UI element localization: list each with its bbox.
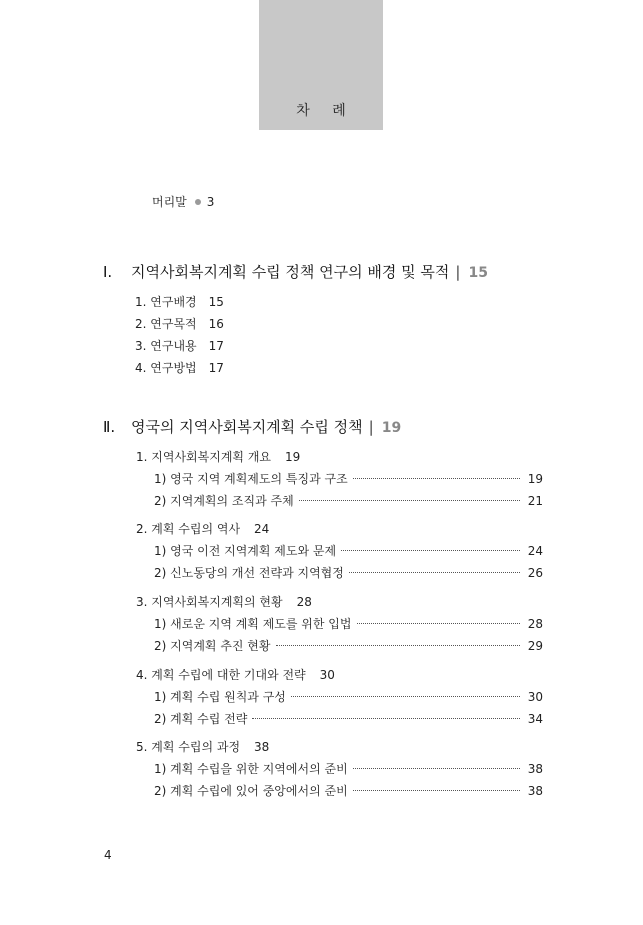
entry-page: 24 (527, 544, 543, 558)
entry-page: 15 (208, 295, 224, 309)
chapter-number: Ⅱ. (103, 418, 116, 436)
entry-label: 2) 신노동당의 개선 전략과 지역협정 (154, 566, 344, 580)
entry-page: 28 (296, 595, 312, 609)
chapter-2-heading[interactable] (103, 416, 401, 437)
section-2-4 (136, 664, 543, 730)
entry-label: 1. 지역사회복지계획 개요 (136, 450, 271, 464)
preface-label: 머리말 (152, 195, 187, 209)
entry-label: 2) 지역계획 추진 현황 (154, 639, 271, 653)
entry-label: 2) 지역계획의 조직과 주체 (154, 494, 294, 508)
toc-entry[interactable] (136, 664, 543, 686)
entry-page: 24 (254, 522, 270, 536)
chapter-page: 19 (381, 420, 402, 436)
entry-page: 30 (527, 690, 543, 704)
section-2-5 (136, 736, 543, 802)
entry-page: 34 (527, 712, 543, 726)
toc-subentry[interactable] (136, 758, 543, 780)
entry-label: 3. 지역사회복지계획의 현황 (136, 595, 283, 609)
entry-page: 19 (527, 472, 543, 486)
entry-label: 4. 계획 수립에 대한 기대와 전략 (136, 668, 306, 682)
chapter-page: 15 (468, 265, 488, 281)
toc-subentry[interactable] (136, 708, 543, 730)
divider: | (455, 263, 461, 281)
entry-label: 1) 계획 수립 원칙과 구성 (154, 690, 286, 704)
section-2-2 (136, 518, 543, 584)
entry-label: 1) 영국 이전 지역계획 제도와 문제 (154, 544, 337, 558)
toc-subentry[interactable] (136, 562, 543, 584)
toc-entry[interactable] (135, 357, 224, 379)
leader-dots (353, 478, 520, 479)
entry-label: 5. 계획 수립의 과정 (136, 740, 241, 754)
entry-label: 2. 연구목적 (135, 317, 197, 331)
preface-page: 3 (206, 195, 215, 209)
chapter-title: 지역사회복지계획 수립 정책 연구의 배경 및 목적 (131, 263, 450, 281)
toc-entry[interactable] (135, 291, 224, 313)
entry-page: 16 (208, 317, 224, 331)
entry-label: 2) 계획 수립에 있어 중앙에서의 준비 (154, 784, 348, 798)
entry-page: 21 (527, 494, 543, 508)
entry-page: 38 (527, 762, 543, 776)
leader-dots (341, 550, 520, 551)
entry-label: 3. 연구내용 (135, 339, 197, 353)
toc-subentry[interactable] (136, 780, 543, 802)
entry-page: 30 (319, 668, 335, 682)
toc-entry[interactable] (135, 313, 224, 335)
leader-dots (349, 572, 520, 573)
entry-page: 29 (527, 639, 543, 653)
bullet-dot-icon (195, 199, 201, 205)
toc-entry[interactable] (136, 446, 543, 468)
entry-page: 38 (254, 740, 270, 754)
entry-label: 1) 영국 지역 계획제도의 특징과 구조 (154, 472, 348, 486)
section-2-3 (136, 591, 543, 657)
entry-label: 1) 계획 수립을 위한 지역에서의 준비 (154, 762, 348, 776)
entry-label: 1. 연구배경 (135, 295, 197, 309)
toc-subentry[interactable] (136, 540, 543, 562)
entry-label: 2) 계획 수립 전략 (154, 712, 248, 726)
page-title: 차 례 (296, 103, 355, 119)
entry-label: 2. 계획 수립의 역사 (136, 522, 241, 536)
entry-page: 19 (285, 450, 301, 464)
toc-subentry[interactable] (136, 490, 543, 512)
section-2-1 (136, 446, 543, 512)
divider: | (368, 418, 374, 436)
entry-page: 28 (527, 617, 543, 631)
toc-entry[interactable] (136, 591, 543, 613)
toc-subentry[interactable] (136, 635, 543, 657)
leader-dots (291, 696, 520, 697)
toc-entry[interactable] (136, 736, 543, 758)
entry-page: 26 (527, 566, 543, 580)
preface-entry[interactable] (152, 193, 214, 210)
leader-dots (353, 768, 520, 769)
leader-dots (252, 718, 520, 719)
entry-page: 17 (208, 361, 224, 375)
entry-page: 17 (208, 339, 224, 353)
entry-label: 4. 연구방법 (135, 361, 197, 375)
leader-dots (299, 500, 520, 501)
toc-entry[interactable] (135, 335, 224, 357)
toc-subentry[interactable] (136, 686, 543, 708)
chapter-title: 영국의 지역사회복지계획 수립 정책 (131, 418, 363, 436)
title-box (259, 0, 383, 130)
page-number: 4 (104, 848, 112, 862)
chapter-number: Ⅰ. (103, 263, 113, 281)
leader-dots (357, 623, 521, 624)
entry-label: 1) 새로운 지역 계획 제도를 위한 입법 (154, 617, 352, 631)
leader-dots (276, 645, 521, 646)
entry-page: 38 (527, 784, 543, 798)
chapter-1-sections (135, 291, 224, 379)
leader-dots (353, 790, 520, 791)
toc-subentry[interactable] (136, 613, 543, 635)
chapter-1-heading[interactable] (103, 261, 488, 282)
toc-subentry[interactable] (136, 468, 543, 490)
toc-entry[interactable] (136, 518, 543, 540)
